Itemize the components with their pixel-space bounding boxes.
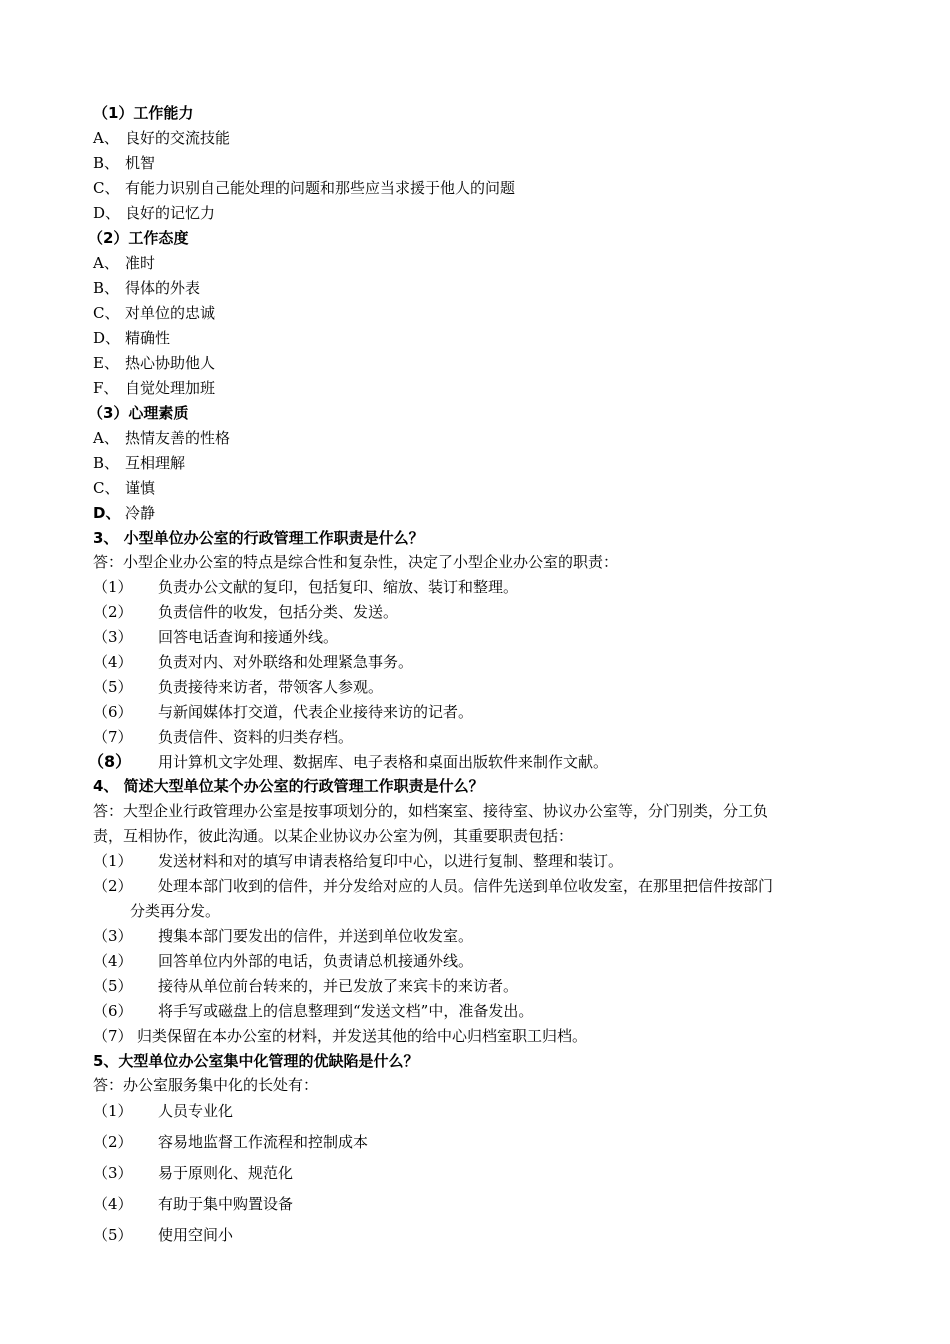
item-marker: （8） [88,752,132,771]
item-text: 自觉处理加班 [125,379,216,397]
item-marker: B、 [93,154,120,172]
item-marker: （5） [93,977,133,995]
item-text: 发送材料和对的填写申请表格给复印中心，以进行复制、整理和装订。 [158,852,624,870]
item-marker: A、 [93,129,119,147]
item-text: 接待从单位前台转来的，并已发放了来宾卡的来访者。 [158,977,519,995]
item-text: 有助于集中购置设备 [158,1195,294,1213]
item-marker: F、 [93,379,119,397]
item-marker: B、 [93,279,120,297]
item-marker: C、 [93,479,120,497]
item-text: 冷静 [125,504,156,522]
item-text: 负责信件、资料的归类存档。 [158,728,354,746]
item-text: 有能力识别自己能处理的问题和那些应当求援于他人的问题 [125,179,516,197]
item-marker: （2） [93,1133,133,1151]
item-text: 负责办公文献的复印，包括复印、缩放、装订和整理。 [158,578,519,596]
item-text: 机智 [125,154,156,172]
item-marker: A、 [93,429,119,447]
item-text: 将手写或磁盘上的信息整理到“发送文档”中，准备发出。 [158,1002,534,1020]
item-marker: （1） [93,852,133,870]
item-text: 负责信件的收发，包括分类、发送。 [158,603,399,621]
item-marker: C、 [93,179,120,197]
item-marker: （3） [93,1164,133,1182]
item-text: 搜集本部门要发出的信件，并送到单位收发室。 [158,927,474,945]
item-marker: C、 [93,304,120,322]
item-text: 归类保留在本办公室的材料，并发送其他的给中心归档室职工归档。 [137,1027,588,1045]
item-text: 热情友善的性格 [125,429,231,447]
item-marker: （5） [93,1226,133,1244]
item-text: 使用空间小 [158,1226,234,1244]
item-text: 得体的外表 [125,279,201,297]
item-marker: D、 [93,504,121,522]
item-marker: A、 [93,254,119,272]
item-text: 回答电话查询和接通外线。 [158,628,339,646]
item-text: 良好的记忆力 [125,204,216,222]
item-text: 人员专业化 [158,1102,234,1120]
item-marker: （7） [93,728,133,746]
item-marker: D、 [93,204,121,222]
item-marker: B、 [93,454,120,472]
item-marker: （2） [93,603,133,621]
item-text: 热心协助他人 [125,354,216,372]
item-marker: （5） [93,678,133,696]
item-text: 谨慎 [125,479,156,497]
item-marker: E、 [93,354,119,372]
item-text: 处理本部门收到的信件，并分发给对应的人员。信件先送到单位收发室，在那里把信件按部门 [158,877,774,895]
item-text: 负责对内、对外联络和处理紧急事务。 [158,653,414,671]
item-marker: （4） [93,1195,133,1213]
item-marker: （3） [93,628,133,646]
item-text: 负责接待来访者，带领客人参观。 [158,678,384,696]
document-page: （1）工作能力 A、 良好的交流技能 B、 机智 C、 有能力识别自己能处理的问题和那些应当求援于他人的问题 D、 良好的记忆力 （2）工作态度 A、 准时 B、 得体的外表 C、 对单位的忠诚 D、 精确性 E、 热心协助他人 F、 自觉处理加班 （3）心理素质 A、 热情友善的性格 B、 互相理解 C、 谨慎 D、 冷静 3、 小型单位办公室的行政管理工作职责是什么？ 答：小型企业办公室的特点是综合性和复杂性，决定了小型企业办公室的职责： （1） 负责办公文献的复印，包括复印、缩放、装订和整理。 （2） 负责信件的收发，包括分类、发送。 （3） 回答电话查询和接通外线。 （4） 负责对内、对外联络和处理紧急事务。 （5） 负责接待来访者，带领客人参观。 （6） 与新闻媒体打交道，代表企业接待来访的记者。 （7） 负责信件、资料的归类存档。 （8） 用计算机文字处理、数据库、电子表格和桌面出版软件来制作文献。 4、 简述大型单位某个办公室的行政管理工作职责是什么？ 答：大型企业行政管理办公室是按事项划分的，如档案室、接待室、协议办公室等，分门别类，分工负 责，互相协作，彼此沟通。以某企业协议办公室为例，其重要职责包括： （1） 发送材料和对的填写申请表格给复印中心，以进行复制、整理和装订。 （2） 处理本部门收到的信件，并分发给对应的人员。信件先送到单位收发室，在那里把信件按部门 分类再分发。 （3） 搜集本部门要发出的信件，并送到单位收发室。 （4） 回答单位内外部的电话，负责请总机接通外线。 （5） 接待从单位前台转来的，并已发放了来宾卡的来访者。 （6） 将手写或磁盘上的信息整理到“发送文档”中，准备发出。 （7） 归类保留在本办公室的材料，并发送其他的给中心归档室职工归档。 5、大型单位办公室集中化管理的优缺陷是什么？ 答：办公室服务集中化的长处有： （1） 人员专业化 （2） 容易地监督工作流程和控制成本 （3） 易于原则化、规范化 （4） 有助于集中购置设备 （5） 使用空间小 [88,104,774,1244]
item-marker: （1） [93,578,133,596]
item-text: 良好的交流技能 [125,129,231,147]
item-text: 用计算机文字处理、数据库、电子表格和桌面出版软件来制作文献。 [158,753,609,771]
item-text: 准时 [125,254,156,272]
item-text: 精确性 [125,329,171,347]
item-text: 分类再分发。 [130,902,221,920]
item-marker: （2） [93,877,133,895]
item-text: 对单位的忠诚 [125,304,216,322]
item-text: 互相理解 [125,454,186,472]
item-marker: （4） [93,653,133,671]
item-marker: D、 [93,329,121,347]
item-marker: （6） [93,1002,133,1020]
item-marker: （4） [93,952,133,970]
item-text: 与新闻媒体打交道，代表企业接待来访的记者。 [158,703,474,721]
item-marker: （6） [93,703,133,721]
item-text: 回答单位内外部的电话，负责请总机接通外线。 [158,952,474,970]
item-marker: （3） [93,927,133,945]
item-text: 易于原则化、规范化 [158,1164,294,1182]
item-marker: （7） [93,1027,133,1045]
item-marker: （1） [93,1102,133,1120]
item-text: 容易地监督工作流程和控制成本 [158,1133,369,1151]
